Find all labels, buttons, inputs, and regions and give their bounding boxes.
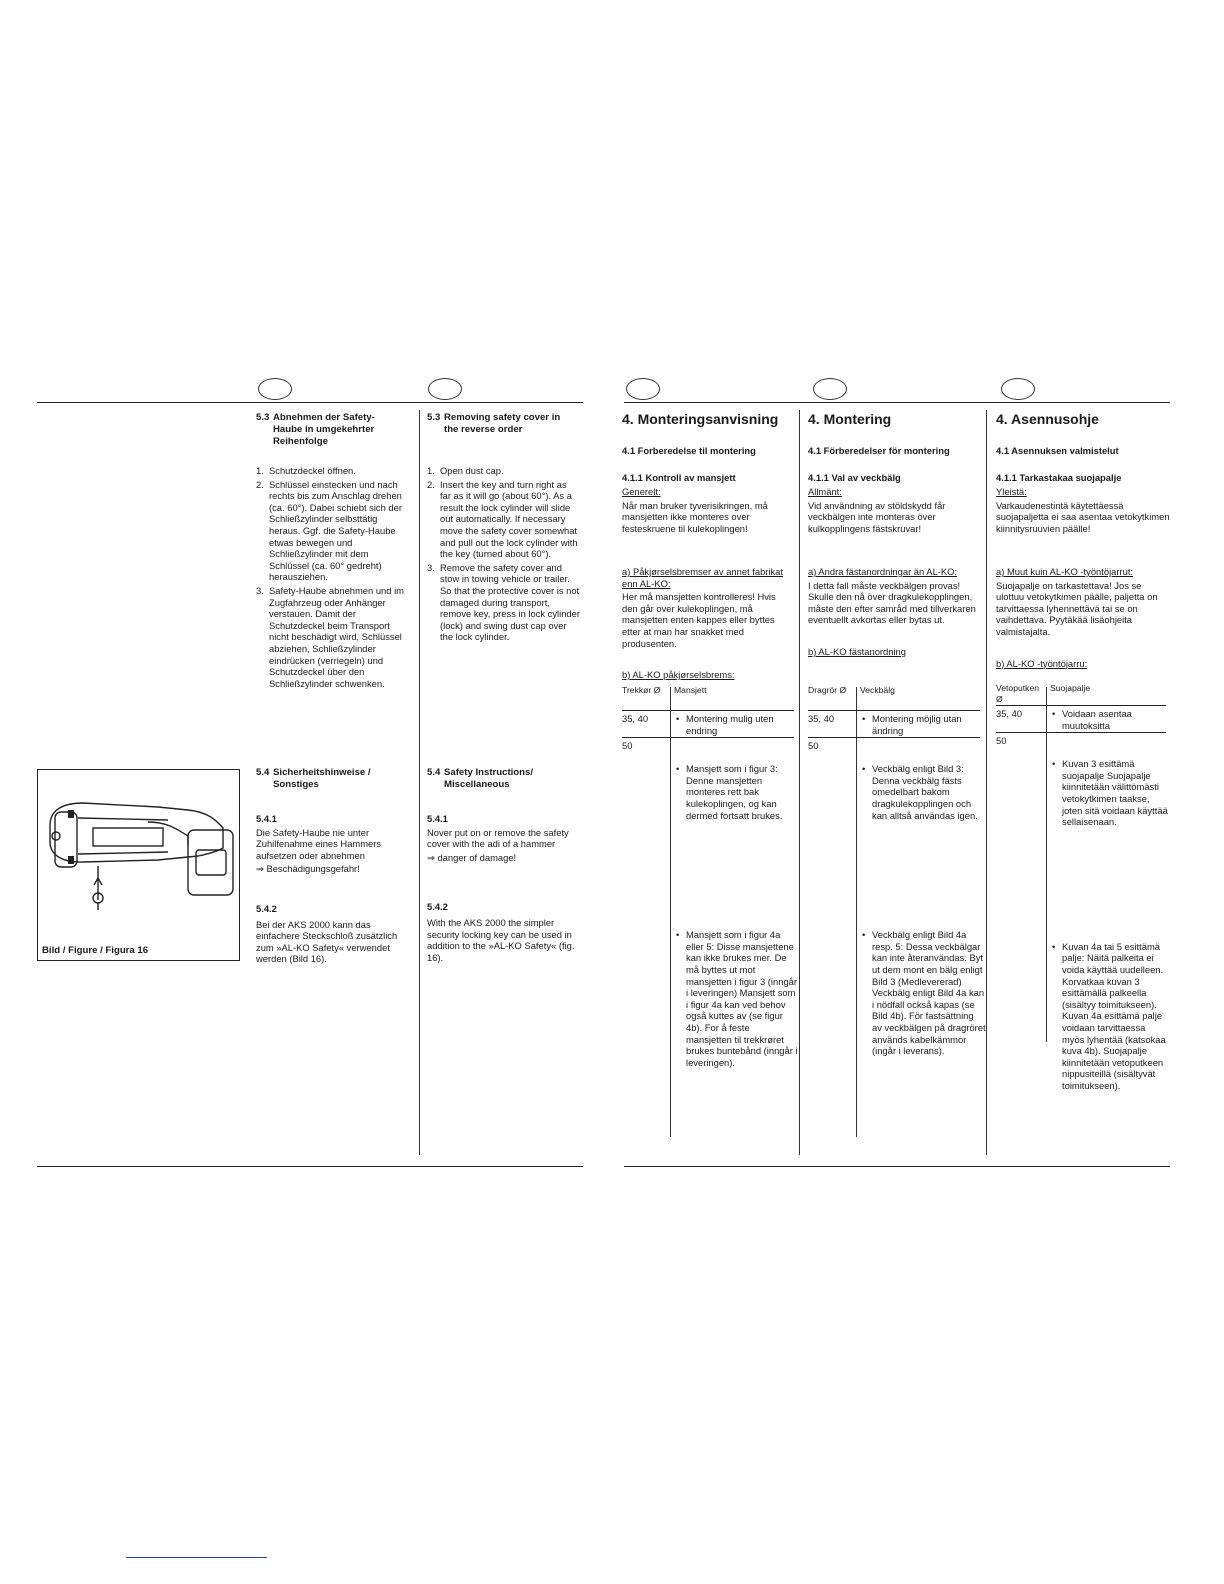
table-cell: • Voidaan asentaa muutoksitta [1050,708,1170,731]
paragraph: Nover put on or remove the safety cover with the adi of a hammer [427,826,569,850]
table-cell: 35, 40 [996,708,1023,719]
table-cell: • Veckbälg enligt Bild 3: Denna veckbälg fästs omedelbart bakom dragkulekopplingen och kan alltså användas igen. [860,763,986,821]
language-marker-oval [626,378,660,400]
top-rule [624,402,1170,403]
table-divider [856,687,857,1137]
paragraph: Bei der AKS 2000 kann das einfachere Steckschloß zusätzlich zum »AL-KO Safety« verwendet werden (Bild 16). [256,918,398,965]
subsection-5-4-1: 5.4.1 [256,813,277,824]
general-label: Yleistä: [996,486,1027,498]
section-heading-5-4: 5.4 Sicherheitshinweise / Sonstiges [256,767,371,790]
page-title: 4. Montering [808,411,892,427]
table-cell: • Mansjett som i figur 4a eller 5: Disse mansjettene kan ikke brukes mer. De må byttes ut mot mansjetten i figur 3 (inngår i leveringen) Mansjett som i figur 4a kan ved behov også kuttes av (se figur 4b). For å feste mansjetten til trekkrøret brukes buntebånd (inngår i leveringen). [674,929,798,1068]
general-label: Generelt: [622,486,661,498]
table-cell: 35, 40 [622,713,649,724]
column-en [427,412,580,645]
section-heading-4-1-1: 4.1.1 Kontroll av mansjett [622,471,736,483]
table-rule [808,737,980,738]
table-rule [622,710,794,711]
warning-text: ⇒ Beschädigungsgefahr! [256,863,360,875]
paragraph: I detta fall måste veckbälgen provas! Skulle den nå över dragkulekopplingen, måste den efter samråd med tillverkaren eventuellt avkortas eller bytas ut. [808,579,976,626]
paragraph: Suojapalje on tarkastettava! Jos se ulottuu vetokytkimen päälle, paljetta on tarvittaessa lyhennettävä tai se on vaihdettava. Pyytäkää lisäohjeita valmistajalta. [996,579,1158,637]
subheading-b: b) AL-KO fästanordning [808,645,906,657]
section-heading-4-1: 4.1 Forberedelse til montering [622,445,756,456]
safety-cover-lock-illustration [38,770,239,930]
table-rule [996,732,1166,733]
steps-list [256,465,411,689]
table-cell: • Kuvan 4a tai 5 esittämä palje: Näitä palkeita ei voida käyttää uudelleen. Korvatkaa kuvan 3 esittämällä palkeella (sisältyy toimitukseen). Kuvan 4a esittämä palje voidaan tarvittaessa myös lyhentää (katsokaa kuva 4b). Suojapalje kiinnitetään vetoputkeen nippusiteillä (sisältyvät toimitukseen). [1050,941,1170,1092]
table-header: Veckbälg [860,685,895,695]
section-heading-5-3: 5.3 Removing safety cover in the reverse order [427,412,561,435]
bottom-link-underline [126,1557,267,1558]
column-divider [799,410,800,1155]
paragraph: Varkaudenestintä käytettäessä suojapaljetta ei saa asentaa vetokytkimen kiinnitysruuvien päälle! [996,499,1170,534]
column-fi [996,411,1171,535]
subsection-5-4-2: 5.4.2 [427,901,448,913]
general-label: Allmänt: [808,486,842,498]
column-divider [419,410,420,1155]
top-rule [37,402,583,403]
bottom-rule [37,1166,583,1167]
subheading-b: b) AL-KO påkjørselsbrems: [622,669,735,681]
subheading-a: a) Påkjørselsbremser av annet fabrikat enn AL-KO: [622,566,784,589]
language-marker-oval [813,378,847,400]
table-fi [996,681,1168,1091]
list-item: 3. Safety-Haube abnehmen und im Zugfahrzeug oder Anhänger verstauen. Damit der Schutzdeckel beim Transport nicht beschädigt wird, Schlüssel abziehen, Schließzylinder eindrücken (verriegeln) und Schutzdeckel über den Schließzylinder schwenken. [256,584,404,689]
table-sv [808,685,986,1145]
table-rule [622,737,794,738]
section-heading-4-1: 4.1 Asennuksen valmistelut [996,445,1119,456]
paragraph: Die Safety-Haube nie unter Zuhilfenahme eines Hammers aufsetzen oder abnehmen [256,826,382,861]
column-fi-a [996,566,1171,669]
table-cell: • Montering mulig uten endring [674,713,798,736]
subheading-a: a) Andra fästanordningar än AL-KO: [808,566,958,577]
column-no-a [622,566,792,681]
section-heading-4-1-1: 4.1.1 Tarkastakaa suojapalje [996,471,1122,483]
page-title: 4. Asennusohje [996,411,1099,427]
paragraph: With the AKS 2000 the simpler security locking key can be used in addition to the »AL-KO Safety« (fig. 16). [427,916,575,963]
language-marker-oval [428,378,462,400]
table-header: Vetoputken Ø [996,683,1040,704]
column-sv [808,411,980,535]
table-rule [808,710,980,711]
subheading-b: b) AL-KO -työntöjarru: [996,657,1088,669]
section-heading-5-3: 5.3 Abnehmen der Safety- Haube in umgekehrter Reihenfolge [256,412,375,447]
table-divider [1046,687,1047,1042]
table-cell: • Kuvan 3 esittämä suojapalje Suojapalje kiinnitetään välittömästi vetokytkimen taakse, joten sitä voidaan käyttää sellaisenaan. [1050,758,1170,828]
column-divider [986,410,987,1155]
list-item: 1. Schutzdeckel öffnen. [256,465,356,476]
paragraph: Her må mansjetten kontrolleres! Hvis den går over kulekoplingen, må mansjetten enten kappes eller byttes etter at man har snakket med produsenten. [622,591,776,649]
table-header: Dragrör Ø [808,685,847,695]
subsection-5-4-1: 5.4.1 [427,813,448,824]
table-header: Trekkør Ø [622,685,661,695]
table-divider [670,687,671,1137]
table-cell: • Mansjett som i figur 3: Denne mansjetten monteres rett bak kulekoplingen, og kan dermed fortsatt brukes. [674,763,798,821]
column-no [622,411,792,535]
table-cell: • Veckbälg enligt Bild 4a resp. 5: Dessa veckbälgar kan inte återanvändas. Byt ut dem mont en bälg enligt Bild 3 (Medlevererad) Veckbälg enligt Bild 4a kan i nödfall också kapas (se Bild 4b). För fastsättning av veckbälgen på dragröret används kabelkämmor (ingår i leverans). [860,929,986,1057]
section-heading-5-4: 5.4 Safety Instructions/ Miscellaneous [427,767,534,790]
list-item: 2. Insert the key and turn right as far as it will go (about 60°). As a result the lock cylinder will slide out automatically. If necessary move the safety cover somewhat and pull out the lock cylinder with the key (turned about 60°). [427,478,578,560]
page-title: 4. Monteringsanvisning [622,411,779,427]
language-marker-oval [1001,378,1035,400]
table-cell: 35, 40 [808,713,835,724]
paragraph: Når man bruker tyverisikringen, må mansjetten ikke monteres over festeskruene til kulekoplingen! [622,499,768,534]
subheading-a: a) Muut kuin AL-KO -työntöjarrut: [996,566,1134,577]
language-marker-oval [258,378,292,400]
figure-16-box [37,769,240,961]
steps-list [427,465,580,643]
table-no [622,685,798,1145]
table-header: Suojapalje [1050,683,1091,693]
paragraph: Vid användning av stöldskydd får veckbälgen inte monteras över kulkopplingens fästskruvar! [808,499,946,534]
section-heading-4-1-1: 4.1.1 Val av veckbälg [808,471,901,483]
column-sv-a [808,566,980,658]
table-cell: 50 [808,740,819,751]
list-item: 1. Open dust cap. [427,465,504,476]
section-heading-4-1: 4.1 Förberedelser för montering [808,445,950,456]
list-item: 3. Remove the safety cover and stow in towing vehicle or trailer. So that the protective cover is not damaged during transport, remove key, press in lock cylinder (lock) and swing dust cap over the lock cylinder. [427,561,580,643]
subsection-5-4-2: 5.4.2 [256,902,277,914]
column-de-5-4 [256,767,411,965]
table-cell: 50 [622,740,633,751]
column-de [256,412,411,691]
table-cell: 50 [996,735,1007,746]
table-header: Mansjett [674,685,707,695]
table-rule [996,705,1166,706]
figure-caption: Bild / Figure / Figura 16 [42,945,149,956]
column-en-5-4 [427,767,580,963]
bottom-rule [624,1166,1170,1167]
table-cell: • Montering möjlig utan ändring [860,713,986,736]
warning-text: ⇒ danger of damage! [427,851,517,863]
list-item: 2. Schlüssel einstecken und nach rechts bis zum Anschlag drehen (ca. 60°). Dabei schiebt sich der Schließzylinder selbsttätig heraus. Ggf. die Safety-Haube etwas bewegen und Schließzylinder mit dem Schlüssel (ca. 60° gedreht) herausziehen. [256,478,402,583]
